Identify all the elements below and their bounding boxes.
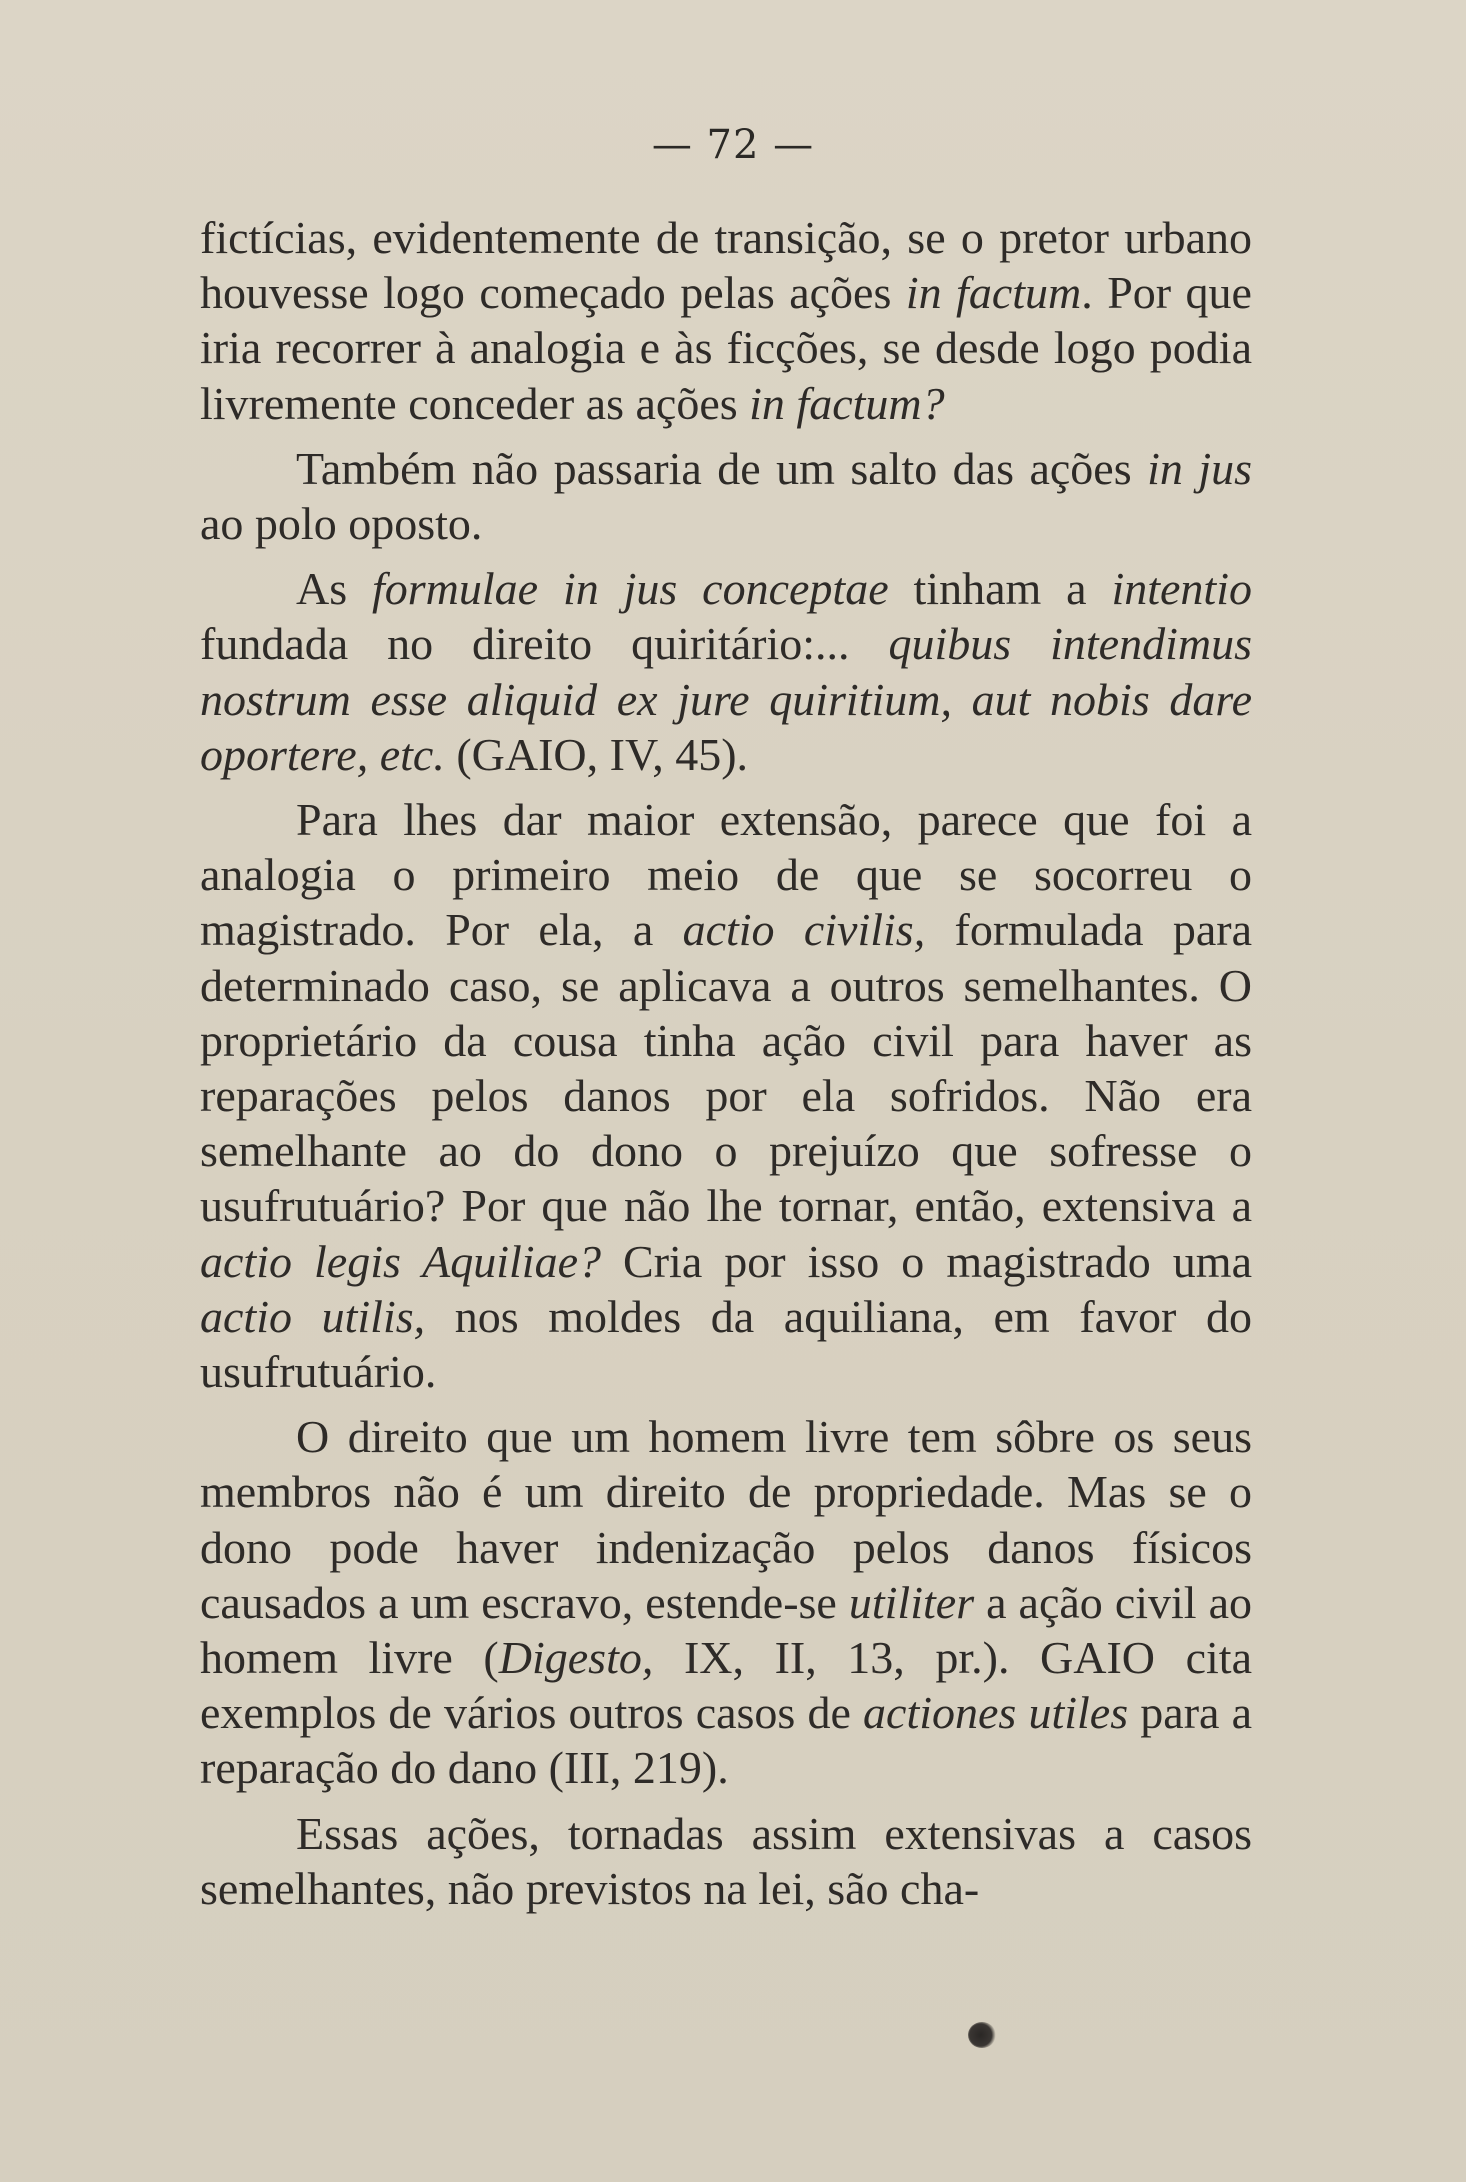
- text-run: formulada para determinado caso, se aplicava a outros semelhantes. O proprietário da cousa tinha ação civil para haver as reparações pelos danos por ela sofridos. Não era semelhante ao do dono o prejuízo que sofresse o usufrutuário? Por que não lhe tornar, então, extensiva a: [200, 904, 1252, 1232]
- text-run: fundada no direito quiritário:...: [200, 618, 889, 670]
- italic-text: in factum?: [749, 377, 945, 429]
- italic-text: in jus: [1147, 442, 1252, 494]
- paragraph: [200, 1806, 1252, 1916]
- paragraph: [200, 441, 1252, 551]
- italic-text: quibus intendimus nostrum esse aliquid ex jure quiritium, aut nobis dare oportere, etc.: [200, 618, 1252, 780]
- text-run: O direito que um homem livre tem sôbre os seus membros não é um direito de propriedade. Mas se o dono pode haver indenização pelos danos físicos causados a um escravo, estende-se: [200, 1411, 1252, 1628]
- italic-text: intentio: [1111, 563, 1252, 615]
- text-run: tinham a: [888, 563, 1112, 615]
- text-run: Cria por isso o magistrado uma: [600, 1235, 1252, 1287]
- italic-text: actiones utiles: [863, 1687, 1129, 1739]
- paragraph: [200, 1409, 1252, 1795]
- text-run: As: [296, 563, 372, 615]
- text-run: (GAIO, IV, 45).: [444, 728, 749, 780]
- text-run: para a reparação do dano (III, 219).: [200, 1687, 1252, 1794]
- page-number: — 72 —: [651, 122, 815, 168]
- italic-text: formulae in jus conceptae: [372, 563, 889, 615]
- text-run: fictícias, evidentemente de transição, se o pretor urbano houvesse logo começado pelas ações: [200, 212, 1252, 319]
- paragraph: [200, 792, 1252, 1399]
- text-run: Essas ações, tornadas assim extensivas a casos semelhantes, não previstos na lei, são cha-: [200, 1807, 1252, 1914]
- italic-text: actio civilis,: [682, 904, 926, 956]
- italic-text: Digesto,: [498, 1632, 654, 1684]
- paragraph: [200, 561, 1252, 782]
- text-run: ao polo oposto.: [200, 498, 483, 550]
- italic-text: in factum: [905, 267, 1082, 319]
- paragraph: [200, 210, 1252, 431]
- text-run: nos moldes da aquiliana, em favor do usufrutuário.: [200, 1290, 1252, 1398]
- body-text: [200, 210, 1252, 1916]
- italic-text: utiliter: [848, 1576, 975, 1628]
- text-run: IX, II, 13, pr.). GAIO cita exemplos de vários outros casos de: [200, 1632, 1253, 1739]
- italic-text: actio legis Aquiliae?: [200, 1235, 601, 1287]
- text-run: Para lhes dar maior extensão, parece que foi a analogia o primeiro meio de que se socorreu o magistrado. Por ela, a: [200, 794, 1252, 956]
- text-run: Também não passaria de um salto das ações: [296, 442, 1148, 494]
- text-run: . Por que iria recorrer à analogia e às ficções, se desde logo podia livremente conceder as ações: [200, 267, 1252, 429]
- italic-text: actio utilis,: [200, 1290, 426, 1342]
- ink-blot-mark: [968, 2022, 996, 2048]
- text-run: a ação civil ao homem livre (: [200, 1576, 1253, 1684]
